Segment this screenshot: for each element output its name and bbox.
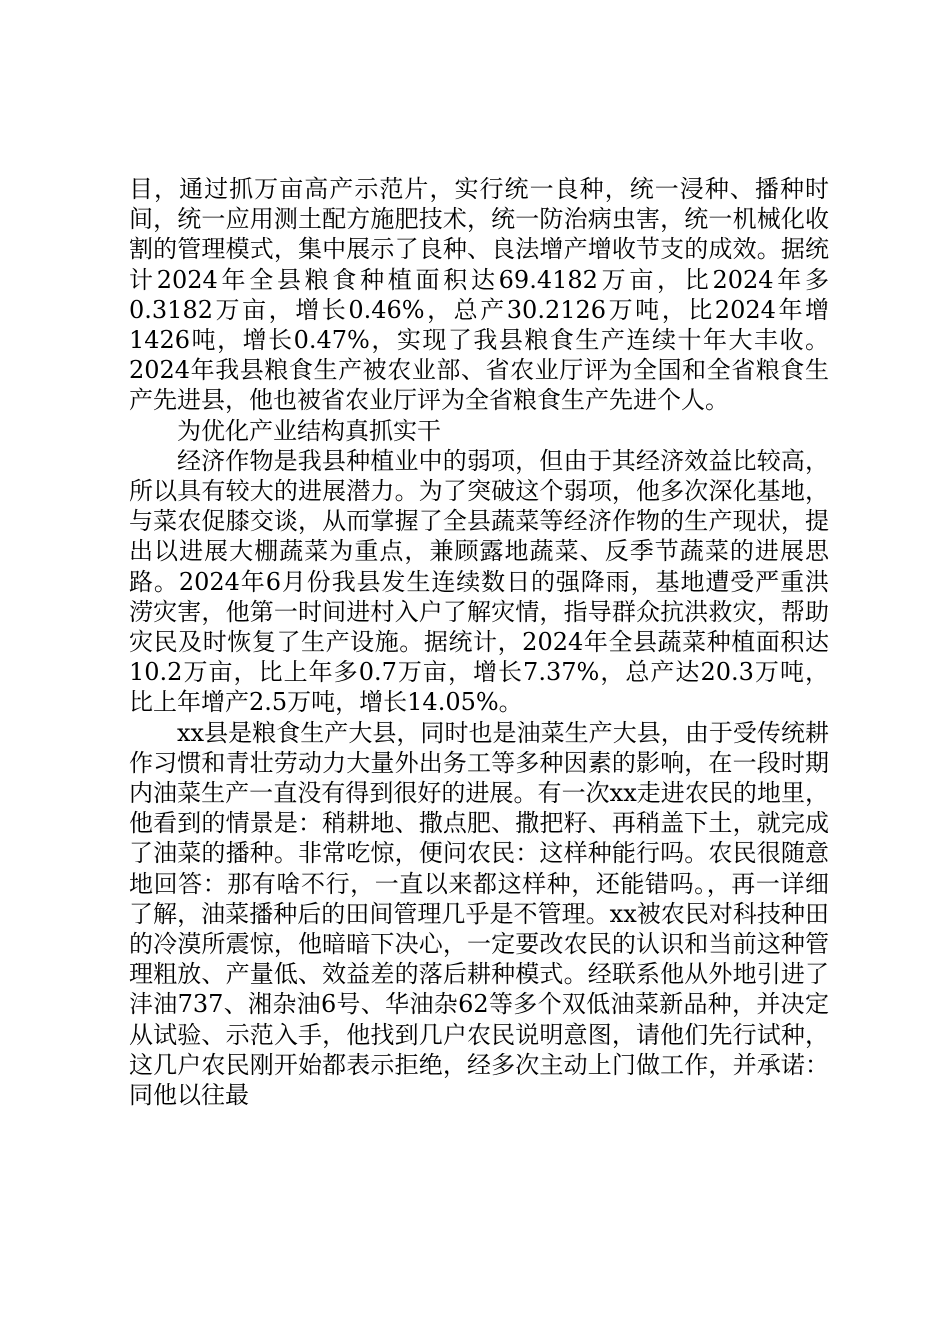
paragraph-continued: 目，通过抓万亩高产示范片，实行统一良种，统一浸种、播种时间，统一应用测土配方施肥技术，统一防治病虫害，统一机械化收割的管理模式，集中展示了良种、良法增产增收节支的成效。据统计2024年全县粮食种植面积达69.4182万亩，比2024年多0.3182万亩，增长0.46%，总产30.2126万吨，比2024年增1426吨，增长0.47%，实现了我县粮食生产连续十年大丰收。2024年我县粮食生产被农业部、省农业厅评为全国和全省粮食生产先进县，他也被省农业厅评为全省粮食生产先进个人。	[129, 175, 829, 415]
paragraph-rapeseed: xx县是粮食生产大县，同时也是油菜生产大县，由于受传统耕作习惯和青壮劳动力大量外出务工等多种因素的影响，在一段时期内油菜生产一直没有得到很好的进展。有一次xx走进农民的地里，他看到的情景是：稍耕地、撒点肥、撒把籽、再稍盖下土，就完成了油菜的播种。非常吃惊，便问农民：这样种能行吗。农民很随意地回答：那有啥不行，一直以来都这样种，还能错吗。，再一详细了解，油菜播种后的田间管理几乎是不管理。xx被农民对科技种田的冷漠所震惊，他暗暗下决心，一定要改农民的认识和当前这种管理粗放、产量低、效益差的落后耕种模式。经联系他从外地引进了沣油737、湘杂油6号、华油杂62等多个双低油菜新品种，并决定从试验、示范入手，他找到几户农民说明意图，请他们先行试种，这几户农民刚开始都表示拒绝，经多次主动上门做工作，并承诺：同他以往最	[129, 718, 829, 1110]
document-body	[129, 174, 829, 1110]
paragraph-economic-crops: 经济作物是我县种植业中的弱项，但由于其经济效益比较高，所以具有较大的进展潜力。为了突破这个弱项，他多次深化基地，与菜农促膝交谈，从而掌握了全县蔬菜等经济作物的生产现状，提出以进展大棚蔬菜为重点，兼顾露地蔬菜、反季节蔬菜的进展思路。2024年6月份我县发生连续数日的强降雨，基地遭受严重洪涝灾害，他第一时间进村入户了解灾情，指导群众抗洪救灾，帮助灾民及时恢复了生产设施。据统计，2024年全县蔬菜种植面积达10.2万亩，比上年多0.7万亩，增长7.37%，总产达20.3万吨，比上年增产2.5万吨，增长14.05%。	[129, 446, 829, 717]
section-heading: 为优化产业结构真抓实干	[177, 416, 441, 445]
